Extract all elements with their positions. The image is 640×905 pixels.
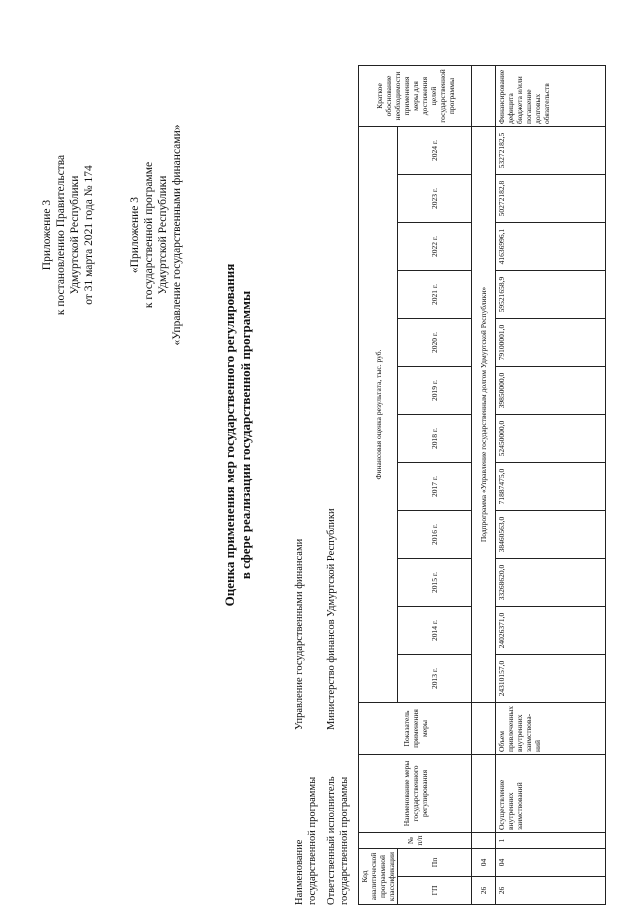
appendix-header-1: [40, 105, 96, 365]
row-value: 52450000,0: [496, 415, 606, 463]
year-header: 2020 г.: [398, 319, 472, 367]
title-line-1: Оценка применения мер государственного регулирования: [222, 263, 237, 607]
subprogram-row: [472, 66, 496, 905]
row-value: 24026371,0: [496, 607, 606, 655]
year-header: 2014 г.: [398, 607, 472, 655]
row-value: 59521658,9: [496, 271, 606, 319]
year-header: 2024 г.: [398, 127, 472, 175]
header-pp: Пп: [398, 849, 472, 877]
header-line: от 31 марта 2021 года № 174: [83, 165, 95, 305]
year-header: 2018 г.: [398, 415, 472, 463]
year-header: 2016 г.: [398, 511, 472, 559]
row-value: 41636996,1: [496, 223, 606, 271]
row-measure: Осуществление внутренних заимствований: [496, 755, 606, 833]
header-indicator: Показатель применения меры: [359, 703, 472, 755]
row-value: 71887475,0: [496, 463, 606, 511]
year-header: 2022 г.: [398, 223, 472, 271]
year-header: 2015 г.: [398, 559, 472, 607]
row-gp: 26: [496, 877, 606, 905]
header-code: Код аналитической программной классификации: [359, 849, 398, 905]
row-value: 33268620,0: [496, 559, 606, 607]
program-name-label: Наименование государственной программы: [294, 776, 318, 905]
row-pp: 04: [496, 849, 606, 877]
year-header: 2019 г.: [398, 367, 472, 415]
header-line: «Управление государственными финансами»: [171, 124, 183, 346]
row-value: 53272182,5: [496, 127, 606, 175]
program-executor-label: Ответственный исполнитель государственной программы: [326, 776, 350, 905]
row-value: 79100001,0: [496, 319, 606, 367]
header-line: к постановлению Правительства: [55, 154, 67, 316]
header-line: Приложение 3: [41, 199, 53, 271]
year-header: 2017 г.: [398, 463, 472, 511]
row-value: 38460563,0: [496, 511, 606, 559]
page-title: [222, 85, 254, 785]
row-justification: Финансирование дефицита бюджета и/или погашение долговых обязательств: [496, 66, 606, 127]
program-executor-value: Министерство финансов Удмуртской Республики: [326, 508, 337, 730]
row-value: 39850000,0: [496, 367, 606, 415]
sub-pp-cell: 04: [472, 849, 496, 877]
header-gp: ГП: [398, 877, 472, 905]
program-name-value: Управление государственными финансами: [294, 538, 305, 730]
header-line: Удмуртской Республики: [69, 175, 81, 295]
year-header: 2013 г.: [398, 655, 472, 703]
regulation-table: [358, 65, 606, 905]
subprogram-title: Подпрограмма «Управление государственным долгом Удмуртской Республики»: [472, 127, 496, 703]
table-row: [496, 66, 606, 905]
title-line-2: в сфере реализации государственной программы: [238, 290, 253, 580]
row-value: 50272182,8: [496, 175, 606, 223]
header-line: к государственной программе: [143, 161, 155, 309]
header-line: Удмуртской Республики: [157, 175, 169, 295]
header-finance: Финансовая оценка результата, тыс. руб.: [359, 127, 398, 703]
row-value: 24310157,0: [496, 655, 606, 703]
header-line: «Приложение 3: [129, 196, 141, 274]
row-num: 1: [496, 833, 606, 849]
header-measure: Наименование меры государственного регулирования: [359, 755, 472, 833]
row-indicator: Объем привлеченных внутренних заимствова-ний: [496, 703, 606, 755]
sub-gp-cell: 26: [472, 877, 496, 905]
header-num: № п/п: [359, 833, 472, 849]
appendix-header-2: [128, 105, 184, 365]
year-header: 2021 г.: [398, 271, 472, 319]
year-header: 2023 г.: [398, 175, 472, 223]
header-justification: Краткое обоснование необходимости применения меры для достижения целей государственной программы: [359, 66, 472, 127]
